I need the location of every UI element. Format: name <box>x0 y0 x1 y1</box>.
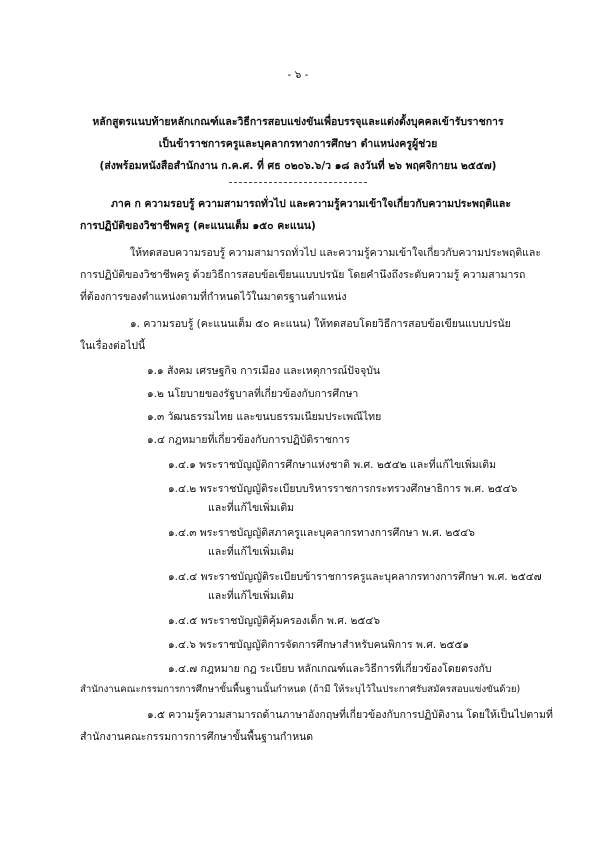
divider <box>229 182 367 183</box>
law-item-continued: และที่แก้ไขเพิ่มเติม <box>208 502 295 514</box>
law-item: ๑.๔.๕ พระราชบัญญัติคุ้มครองเด็ก พ.ศ. ๒๕๔๖ <box>168 615 381 627</box>
title-line-3: (ส่งพร้อมหนังสือสำนักงาน ก.ค.ศ. ที่ ศธ ๐๒๐๖.๖/ว ๑๘ ลงวันที่ ๒๖ พฤศจิกายน ๒๕๕๗) <box>99 160 497 172</box>
item-1-line-1: ๑. ความรอบรู้ (คะแนนเต็ม ๕๐ คะแนน) ให้ทดสอบโดยวิธีการสอบข้อเขียนแบบปรนัย <box>130 318 511 330</box>
law-item: ๑.๔.๖ พระราชบัญญัติการจัดการศึกษาสำหรับคนพิการ พ.ศ. ๒๕๕๑ <box>168 639 470 651</box>
title-line-1: หลักสูตรแนบท้ายหลักเกณฑ์และวิธีการสอบแข่งขันเพื่อบรรจุและแต่งตั้งบุคคลเข้ารับราชการ <box>92 116 504 128</box>
title-line-2: เป็นข้าราชการครูและบุคลากรทางการศึกษา ตำแหน่งครูผู้ช่วย <box>158 138 438 150</box>
intro-line-3: ที่ต้องการของตำแหน่งตามที่กำหนดไว้ในมาตรฐานตำแหน่ง <box>80 291 347 303</box>
list-item: ๑.๑ สังคม เศรษฐกิจ การเมือง และเหตุการณ์ปัจจุบัน <box>147 365 381 377</box>
list-item: ๑.๒ นโยบายของรัฐบาลที่เกี่ยวข้องกับการศึกษา <box>147 388 359 400</box>
section-heading-line-1: ภาค ก ความรอบรู้ ความสามารถทั่วไป และความรู้ความเข้าใจเกี่ยวกับความประพฤติและ <box>111 198 511 210</box>
law-item-continued: สำนักงานคณะกรรมการการศึกษาขั้นพื้นฐานนั้นกำหนด (ถ้ามี ให้ระบุไว้ในประกาศรับสมัครสอบแข่งขันด้วย) <box>80 684 521 695</box>
list-item-continued: สำนักงานคณะกรรมการการศึกษาขั้นพื้นฐานกำหนด <box>80 731 314 743</box>
intro-line-2: การปฏิบัติของวิชาชีพครู ด้วยวิธีการสอบข้อเขียนแบบปรนัย โดยคำนึงถึงระดับความรู้ ความสามารถ <box>80 269 526 281</box>
law-item-continued: และที่แก้ไขเพิ่มเติม <box>208 546 295 558</box>
section-heading-line-2: การปฏิบัติของวิชาชีพครู (คะแนนเต็ม ๑๕๐ คะแนน) <box>80 220 316 232</box>
law-item-continued: และที่แก้ไขเพิ่มเติม <box>208 590 295 602</box>
list-item: ๑.๕ ความรู้ความสามารถด้านภาษาอังกฤษที่เกี่ยวข้องกับการปฏิบัติงาน โดยให้เป็นไปตามที่ <box>147 709 553 721</box>
law-item: ๑.๔.๔ พระราชบัญญัติระเบียบข้าราชการครูและบุคลากรทางการศึกษา พ.ศ. ๒๕๔๗ <box>168 571 542 583</box>
item-1-line-2: ในเรื่องต่อไปนี้ <box>80 340 146 352</box>
law-item: ๑.๔.๗ กฎหมาย กฎ ระเบียบ หลักเกณฑ์และวิธีการที่เกี่ยวข้องโดยตรงกับ <box>168 663 492 675</box>
law-item: ๑.๔.๒ พระราชบัญญัติระเบียบบริหารราชการกระทรวงศึกษาธิการ พ.ศ. ๒๕๔๖ <box>168 483 518 495</box>
intro-line-1: ให้ทดสอบความรอบรู้ ความสามารถทั่วไป และความรู้ความเข้าใจเกี่ยวกับความประพฤติและ <box>130 247 541 259</box>
law-item: ๑.๔.๓ พระราชบัญญัติสภาครูและบุคลากรทางการศึกษา พ.ศ. ๒๕๔๖ <box>168 527 475 539</box>
list-item: ๑.๔ กฎหมายที่เกี่ยวข้องกับการปฏิบัติราชการ <box>147 434 350 446</box>
page-number: - ๖ - <box>287 69 309 81</box>
list-item: ๑.๓ วัฒนธรรมไทย และขนบธรรมเนียมประเพณีไทย <box>147 411 382 423</box>
law-item: ๑.๔.๑ พระราชบัญญัติการศึกษาแห่งชาติ พ.ศ. ๒๕๔๒ และที่แก้ไขเพิ่มเติม <box>168 459 497 471</box>
